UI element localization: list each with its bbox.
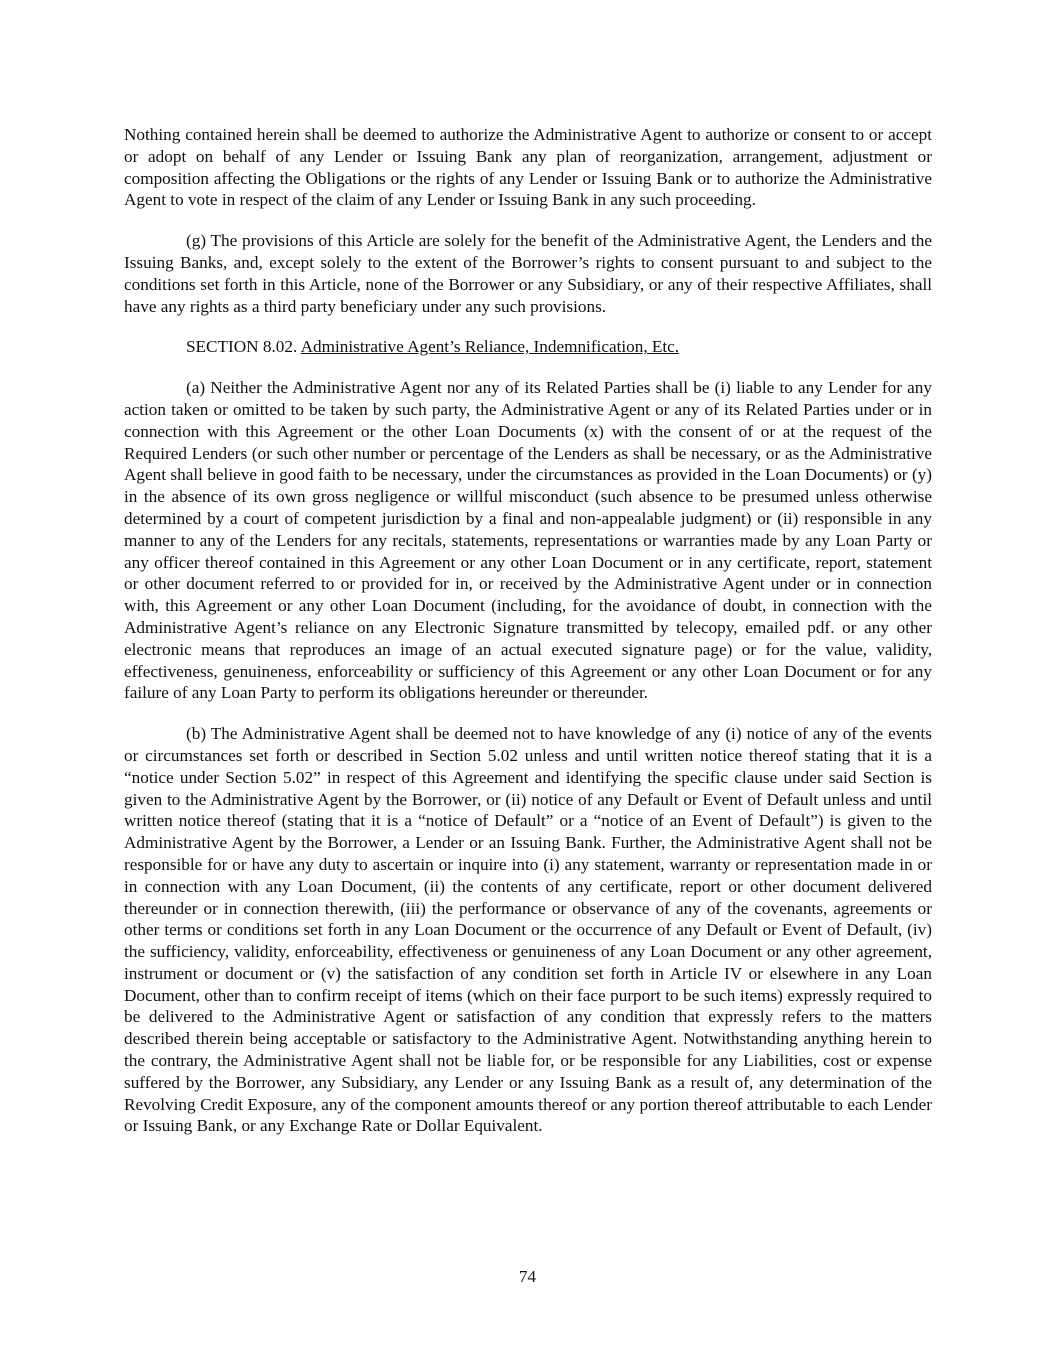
- paragraph-b-knowledge: (b) The Administrative Agent shall be deemed not to have knowledge of any (i) notice of any of the events or circumstances set forth or described in Section 5.02 unless and until written notice thereof stating that it is a “notice under Section 5.02” in respect of this Agreement and identifying the specific clause under said Section is given to the Administrative Agent by the Borrower, or (ii) notice of any Default or Event of Default unless and until written notice thereof (stating that it is a “notice of Default” or a “notice of an Event of Default”) is given to the Administrative Agent by the Borrower, a Lender or an Issuing Bank. Further, the Administrative Agent shall not be responsible for or have any duty to ascertain or inquire into (i) any statement, warranty or representation made in or in connection with any Loan Document, (ii) the contents of any certificate, report or other document delivered thereunder or in connection therewith, (iii) the performance or observance of any of the covenants, agreements or other terms or conditions set forth in any Loan Document or the occurrence of any Default or Event of Default, (iv) the sufficiency, validity, enforceability, effectiveness or genuineness of any Loan Document or any other agreement, instrument or document or (v) the satisfaction of any condition set forth in Article IV or elsewhere in any Loan Document, other than to confirm receipt of items (which on their face purport to be such items) expressly required to be delivered to the Administrative Agent or satisfaction of any condition that expressly refers to the matters described therein being acceptable or satisfactory to the Administrative Agent. Notwithstanding anything herein to the contrary, the Administrative Agent shall not be liable for, or be responsible for any Liabilities, cost or expense suffered by the Borrower, any Subsidiary, any Lender or any Issuing Bank as a result of, any determination of the Revolving Credit Exposure, any of the component amounts thereof or any portion thereof attributable to each Lender or Issuing Bank, or any Exchange Rate or Dollar Equivalent.: [124, 724, 932, 1136]
- paragraph-obligations-proceeding: Nothing contained herein shall be deemed to authorize the Administrative Agent to authorize or consent to or accept or adopt on behalf of any Lender or Issuing Bank any plan of reorganization, arrangement, adjustment or composition affecting the Obligations or the rights of any Lender or Issuing Bank or to authorize the Administrative Agent to vote in respect of the claim of any Lender or Issuing Bank in any such proceeding.: [124, 125, 932, 210]
- paragraph-g-third-party-beneficiary: (g) The provisions of this Article are solely for the benefit of the Administrative Agent, the Lenders and the Issuing Banks, and, except solely to the extent of the Borrower’s rights to consent pursuant to and subject to the conditions set forth in this Article, none of the Borrower or any Subsidiary, or any of their respective Affiliates, shall have any rights as a third party beneficiary under any such provisions.: [124, 231, 932, 316]
- page-number: 74: [518, 1267, 537, 1286]
- paragraph-a-liability: (a) Neither the Administrative Agent nor any of its Related Parties shall be (i) liable to any Lender for any action taken or omitted to be taken by such party, the Administrative Agent or any of its Related Parties under or in connection with this Agreement or the other Loan Documents (x) with the consent of or at the request of the Required Lenders (or such other number or percentage of the Lenders as shall be necessary, or as the Administrative Agent shall believe in good faith to be necessary, under the circumstances as provided in the Loan Documents) or (y) in the absence of its own gross negligence or willful misconduct (such absence to be presumed unless otherwise determined by a court of competent jurisdiction by a final and non-appealable judgment) or (ii) responsible in any manner to any of the Lenders for any recitals, statements, representations or warranties made by any Loan Party or any officer thereof contained in this Agreement or any other Loan Document or in any certificate, report, statement or other document referred to or provided for in, or received by the Administrative Agent under or in connection with, this Agreement or any other Loan Document (including, for the avoidance of doubt, in connection with the Administrative Agent’s reliance on any Electronic Signature transmitted by telecopy, emailed pdf. or any other electronic means that reproduces an image of an actual executed signature page) or for the value, validity, effectiveness, genuineness, enforceability or sufficiency of this Agreement or any other Loan Document or for any failure of any Loan Party to perform its obligations hereunder or thereunder.: [124, 378, 932, 703]
- section-title: Administrative Agent’s Reliance, Indemnification, Etc.: [300, 337, 680, 357]
- section-number: SECTION 8.02.: [186, 337, 298, 357]
- section-heading: [124, 336, 932, 358]
- document-body: [124, 124, 932, 1156]
